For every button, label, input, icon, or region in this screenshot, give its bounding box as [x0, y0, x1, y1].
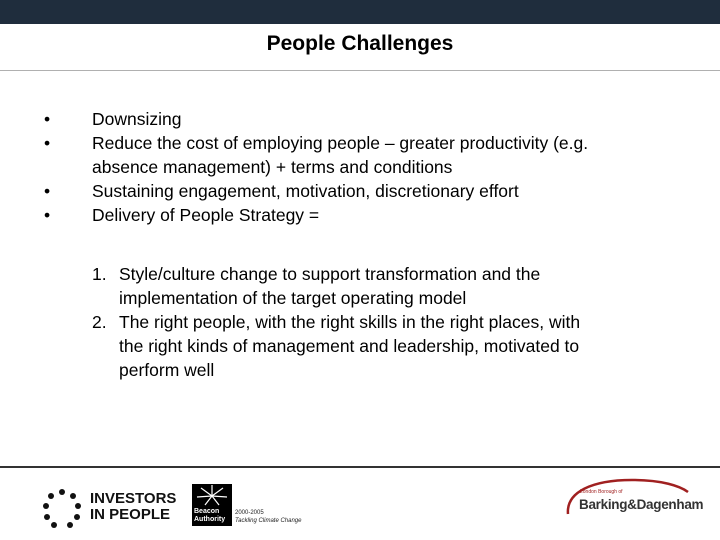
bullet-text: Downsizing [92, 109, 182, 129]
bullet-text: Sustaining engagement, motivation, discretionary effort [92, 181, 519, 201]
numbered-text: The right people, with the right skills in the right places, with [119, 312, 581, 332]
iip-line-2: IN PEOPLE [90, 506, 171, 523]
bullet-item [0, 203, 700, 227]
laurel-wreath-icon [40, 487, 84, 531]
slide-title: People Challenges [266, 32, 454, 55]
bullet-text: Delivery of People Strategy = [92, 205, 320, 225]
numbered-list [0, 262, 680, 382]
beacon-badge [192, 484, 232, 526]
bullet-text: Reduce the cost of employing people – greater productivity (e.g. [92, 133, 589, 153]
number-label: 1. [92, 264, 107, 284]
bullet-marker: • [44, 181, 51, 201]
council-name: Barking&Dagenham [579, 497, 704, 512]
numbered-text: the right kinds of management and leadership, motivated to [119, 336, 580, 356]
investors-in-people-logo [40, 487, 190, 531]
beacon-line-2: Authority [194, 516, 226, 523]
bullet-marker: • [44, 109, 51, 129]
bullet-item [0, 131, 700, 179]
title-divider [0, 70, 720, 71]
number-label: 2. [92, 312, 107, 332]
numbered-text: Style/culture change to support transformation and the [119, 264, 541, 284]
beacon-years: 2000-2005 [235, 510, 264, 516]
bullet-item [0, 179, 700, 203]
council-subtitle: London Borough of [580, 489, 623, 495]
beacon-wordmark [194, 508, 225, 524]
iip-wordmark [90, 491, 176, 523]
bullet-text: absence management) + terms and conditions [92, 157, 453, 177]
bullet-marker: • [44, 205, 51, 225]
top-banner [0, 0, 720, 24]
beacon-tagline: Tackling Climate Change [235, 518, 302, 524]
footer-divider [0, 466, 720, 468]
bullet-item [0, 107, 700, 131]
beacon-line-1: Beacon [194, 508, 220, 515]
iip-line-1: INVESTORS [90, 490, 177, 507]
bullet-list [0, 107, 700, 227]
numbered-text: perform well [119, 360, 215, 380]
beacon-authority-logo [192, 484, 310, 528]
numbered-item [0, 310, 680, 382]
numbered-item [0, 262, 680, 310]
bullet-marker: • [44, 133, 51, 153]
barking-dagenham-logo [562, 478, 704, 516]
numbered-text: implementation of the target operating model [119, 288, 467, 308]
beacon-star-icon [192, 484, 232, 508]
